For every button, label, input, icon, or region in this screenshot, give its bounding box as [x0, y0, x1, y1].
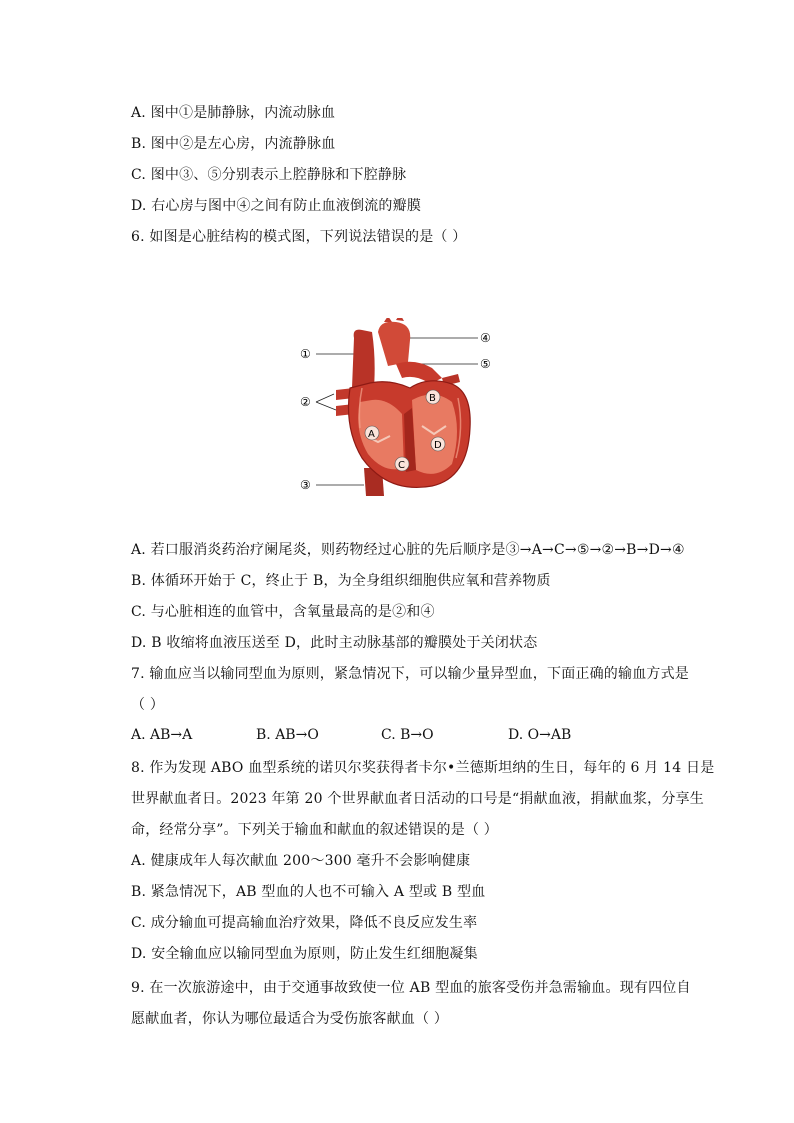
label-4: ④: [480, 331, 491, 345]
q7-stem-line1: 7. 输血应当以输同型血为原则，紧急情况下，可以输少量异型血，下面正确的输血方式是: [131, 666, 690, 682]
q7-stem-line2: （ ）: [131, 697, 165, 713]
q8-stem-line2: 世界献血者日。2023 年第 20 个世界献血者日活动的口号是“捐献血液，捐献血浆，分享生: [131, 791, 704, 807]
q6-option-b: B. 体循环开始于 C，终止于 B，为全身组织细胞供应氧和营养物质: [131, 573, 551, 589]
label-2: ②: [300, 395, 311, 409]
q8-stem-line1: 8. 作为发现 ABO 血型系统的诺贝尔奖获得者卡尔•兰德斯坦纳的生日，每年的 6 月 14 日是: [131, 760, 715, 776]
q5-option-a: A. 图中①是肺静脉，内流动脉血: [131, 105, 336, 121]
q6-option-c: C. 与心脏相连的血管中，含氧量最高的是②和④: [131, 604, 435, 620]
superior-vena-cava: [352, 330, 375, 388]
q8-option-b: B. 紧急情况下，AB 型血的人也不可输入 A 型或 B 型血: [131, 884, 486, 900]
q9-stem-line2: 愿献血者，你认为哪位最适合为受伤旅客献血（ ）: [131, 1011, 449, 1027]
q6-option-a: A. 若口服消炎药治疗阑尾炎，则药物经过心脏的先后顺序是③→A→C→⑤→②→B→D→④: [131, 542, 685, 558]
q6-stem: 6. 如图是心脏结构的模式图，下列说法错误的是（ ）: [131, 229, 467, 245]
chamber-label-a: A: [368, 429, 375, 440]
chamber-label-d: D: [434, 440, 442, 451]
leader-line-2b: [316, 402, 336, 410]
q9-stem-line1: 9. 在一次旅游途中，由于交通事故致使一位 AB 型血的旅客受伤并急需输血。现有四位自: [131, 980, 691, 996]
chamber-label-c: C: [398, 460, 405, 471]
q6-option-d: D. B 收缩将血液压送至 D，此时主动脉基部的瓣膜处于关闭状态: [131, 635, 538, 651]
q7-option-b: B. AB→O: [256, 727, 319, 743]
q7-option-d: D. O→AB: [508, 727, 572, 743]
q5-option-b: B. 图中②是左心房，内流静脉血: [131, 136, 336, 152]
q8-option-d: D. 安全输血应以输同型血为原则，防止发生红细胞凝集: [131, 946, 478, 962]
q8-option-a: A. 健康成年人每次献血 200～300 毫升不会影响健康: [131, 853, 471, 869]
label-3: ③: [300, 478, 311, 492]
chamber-label-b: B: [429, 393, 436, 404]
aorta-arch: [378, 322, 410, 366]
heart-diagram: [292, 318, 502, 498]
label-1: ①: [300, 347, 311, 361]
q5-option-d: D. 右心房与图中④之间有防止血液倒流的瓣膜: [131, 198, 422, 214]
q7-option-c: C. B→O: [381, 727, 434, 743]
q7-option-a: A. AB→A: [131, 727, 193, 743]
heart-illustration: [292, 318, 502, 498]
aortic-branches: [384, 318, 404, 322]
q5-option-c: C. 图中③、⑤分别表示上腔静脉和下腔静脉: [131, 167, 407, 183]
q8-option-c: C. 成分输血可提高输血治疗效果，降低不良反应发生率: [131, 915, 478, 931]
q8-stem-line3: 命，经常分享”。下列关于输血和献血的叙述错误的是（ ）: [131, 822, 499, 838]
leader-line-2a: [316, 394, 334, 402]
q7-options-row: [131, 727, 691, 747]
label-5: ⑤: [480, 357, 491, 371]
